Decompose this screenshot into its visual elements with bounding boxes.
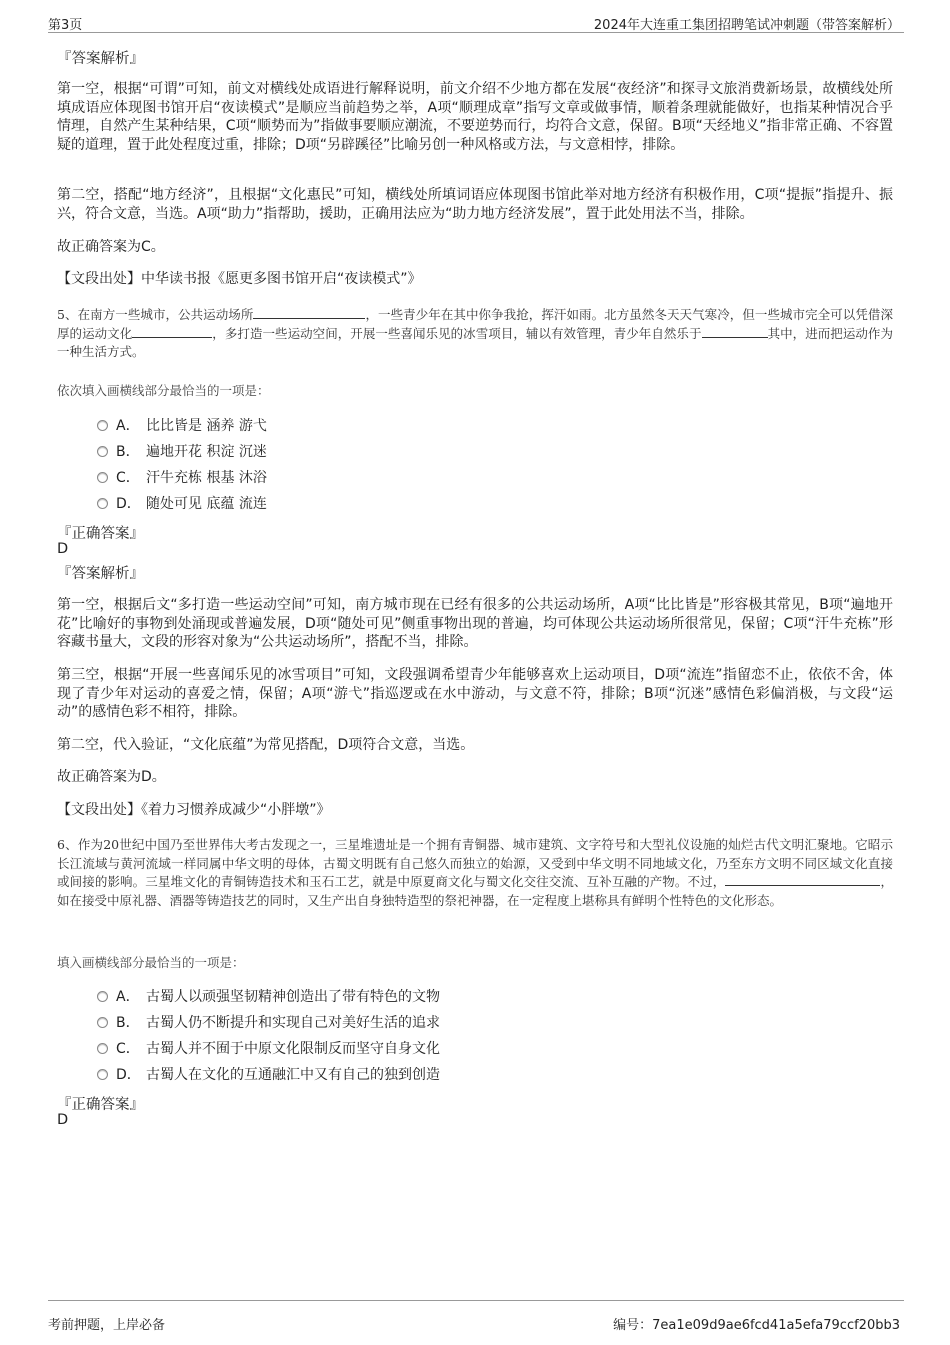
q5-answer-label: 『正确答案』 <box>57 526 144 542</box>
document-id: 编号：7ea1e09d9ae6fcd41a5efa79ccf20bb3 <box>613 1318 900 1333</box>
radio-icon[interactable] <box>97 420 108 431</box>
q4-conclusion: 故正确答案为C。 <box>57 239 165 255</box>
q4-source: 【文段出处】中华读书报《愿更多图书馆开启“夜读模式”》 <box>57 271 422 287</box>
radio-icon[interactable] <box>97 472 108 483</box>
blank-2 <box>132 325 212 338</box>
q5-option-b[interactable]: B． 遍地开花 积淀 沉迷 <box>97 441 267 461</box>
q4-analysis-p2: 第二空，搭配“地方经济”，且根据“文化惠民”可知，横线处所填词语应体现图书馆此举对地方经济有积极作用，C项“提振”指提升、振兴，符合文意，当选。A项“助力”指帮助，援助，正确用法应为“助力地方经济发展”，置于此处用法不当，排除。 <box>57 187 893 222</box>
q5-analysis-p2: 第三空，根据“开展一些喜闻乐见的冰雪项目”可知，文段强调希望青少年能够喜欢上运动项目，D项“流连”指留恋不止，依依不舍，体现了青少年对运动的喜爱之情，保留；A项“游弋”指巡逻或在水中游动，与文意不符，排除；B项“沉迷”感情色彩偏消极，与文段“运动”的感情色彩不相符，排除。 <box>57 667 893 720</box>
radio-icon[interactable] <box>97 991 108 1002</box>
q6-option-b[interactable]: B． 古蜀人仍不断提升和实现自己对美好生活的追求 <box>97 1012 440 1032</box>
q5-stem: 5、在南方一些城市，公共运动场所 ，一些青少年在其中你争我抢，挥汗如雨。北方虽然冬天天气寒冷，但一些城市完全可以凭借深厚的运动文化 ，多打造一些运动空间，开展一些喜闻乐见的冰雪项目，辅以有效管理，青少年自然乐于 其中，进而把运动作为一种生活方式。 <box>57 307 893 359</box>
blank-1 <box>725 873 880 886</box>
document-title: 2024年大连重工集团招聘笔试冲刺题（带答案解析） <box>593 18 900 33</box>
q6-option-d[interactable]: D． 古蜀人在文化的互通融汇中又有自己的独到创造 <box>97 1064 440 1084</box>
q5-option-c[interactable]: C． 汗牛充栋 根基 沐浴 <box>97 467 267 487</box>
q5-source: 【文段出处】《着力习惯养成减少“小胖墩”》 <box>57 802 331 818</box>
q5-conclusion: 故正确答案为D。 <box>57 769 166 785</box>
q4-analysis-label: 『答案解析』 <box>57 51 144 67</box>
q6-answer: D <box>57 1112 69 1128</box>
radio-icon[interactable] <box>97 446 108 457</box>
footer-slogan: 考前押题，上岸必备 <box>48 1318 166 1333</box>
q6-instruction: 填入画横线部分最恰当的一项是： <box>57 955 245 970</box>
q5-answer: D <box>57 541 69 557</box>
q6-answer-label: 『正确答案』 <box>57 1097 144 1113</box>
radio-icon[interactable] <box>97 1043 108 1054</box>
q5-analysis-p3: 第二空，代入验证，“文化底蕴”为常见搭配，D项符合文意，当选。 <box>57 737 475 753</box>
radio-icon[interactable] <box>97 1069 108 1080</box>
q5-analysis-p1: 第一空，根据后文“多打造一些运动空间”可知，南方城市现在已经有很多的公共运动场所，A项“比比皆是”形容极其常见，B项“遍地开花”比喻好的事物到处涌现或普遍发展，D项“随处可见”侧重事物出现的普遍，均可体现公共运动场所很常见，保留；C项“汗牛充栋”形容藏书量大，文段的形容对象为“公共运动场所”，搭配不当，排除。 <box>57 597 893 650</box>
q6-option-c[interactable]: C． 古蜀人并不囿于中原文化限制反而坚守自身文化 <box>97 1038 440 1058</box>
radio-icon[interactable] <box>97 1017 108 1028</box>
q5-option-d[interactable]: D． 随处可见 底蕴 流连 <box>97 493 267 513</box>
q5-analysis-label: 『答案解析』 <box>57 566 144 582</box>
blank-3 <box>702 325 768 338</box>
page-header <box>48 12 904 33</box>
q4-analysis-p1: 第一空，根据“可谓”可知，前文对横线处成语进行解释说明，前文介绍不少地方都在发展“夜经济”和探寻文旅消费新场景，故横线处所填成语应体现图书馆开启“夜读模式”是顺应当前趋势之举，A项“顺理成章”指写文章或做事情，顺着条理就能做好，也指某种情况合乎情理，自然产生某种结果，C项“顺势而为”指做事要顺应潮流，不要逆势而行，均符合文意，保留。B项“天经地义”指非常正确、不容置疑的道理，置于此处程度过重，排除；D项“另辟蹊径”比喻另创一种风格或方法，与文意相悖，排除。 <box>57 81 893 153</box>
q6-option-a[interactable]: A． 古蜀人以顽强坚韧精神创造出了带有特色的文物 <box>97 986 440 1006</box>
page-number: 第3页 <box>48 18 83 33</box>
radio-icon[interactable] <box>97 498 108 509</box>
q5-option-a[interactable]: A． 比比皆是 涵养 游弋 <box>97 415 267 435</box>
blank-1 <box>253 306 365 319</box>
q6-stem: 6、作为20世纪中国乃至世界伟大考古发现之一，三星堆遗址是一个拥有青铜器、城市建筑、文字符号和大型礼仪设施的灿烂古代文明汇聚地。它昭示长江流域与黄河流域一样同属中华文明的母体，古蜀文明既有自己悠久而独立的始源，又受到中华文明不同地域文化，乃至东方文明不同区域文化直接或间接的影响。三星堆文化的青铜铸造技术和玉石工艺，就是中原夏商文化与蜀文化交往交流、互补互融的产物。不过， ，如在接受中原礼器、酒器等铸造技艺的同时，又生产出自身独特造型的祭祀神器，在一定程度上堪称具有鲜明个性特色的文化形态。 <box>57 837 893 908</box>
q5-instruction: 依次填入画横线部分最恰当的一项是： <box>57 383 270 398</box>
page-footer <box>48 1300 904 1331</box>
